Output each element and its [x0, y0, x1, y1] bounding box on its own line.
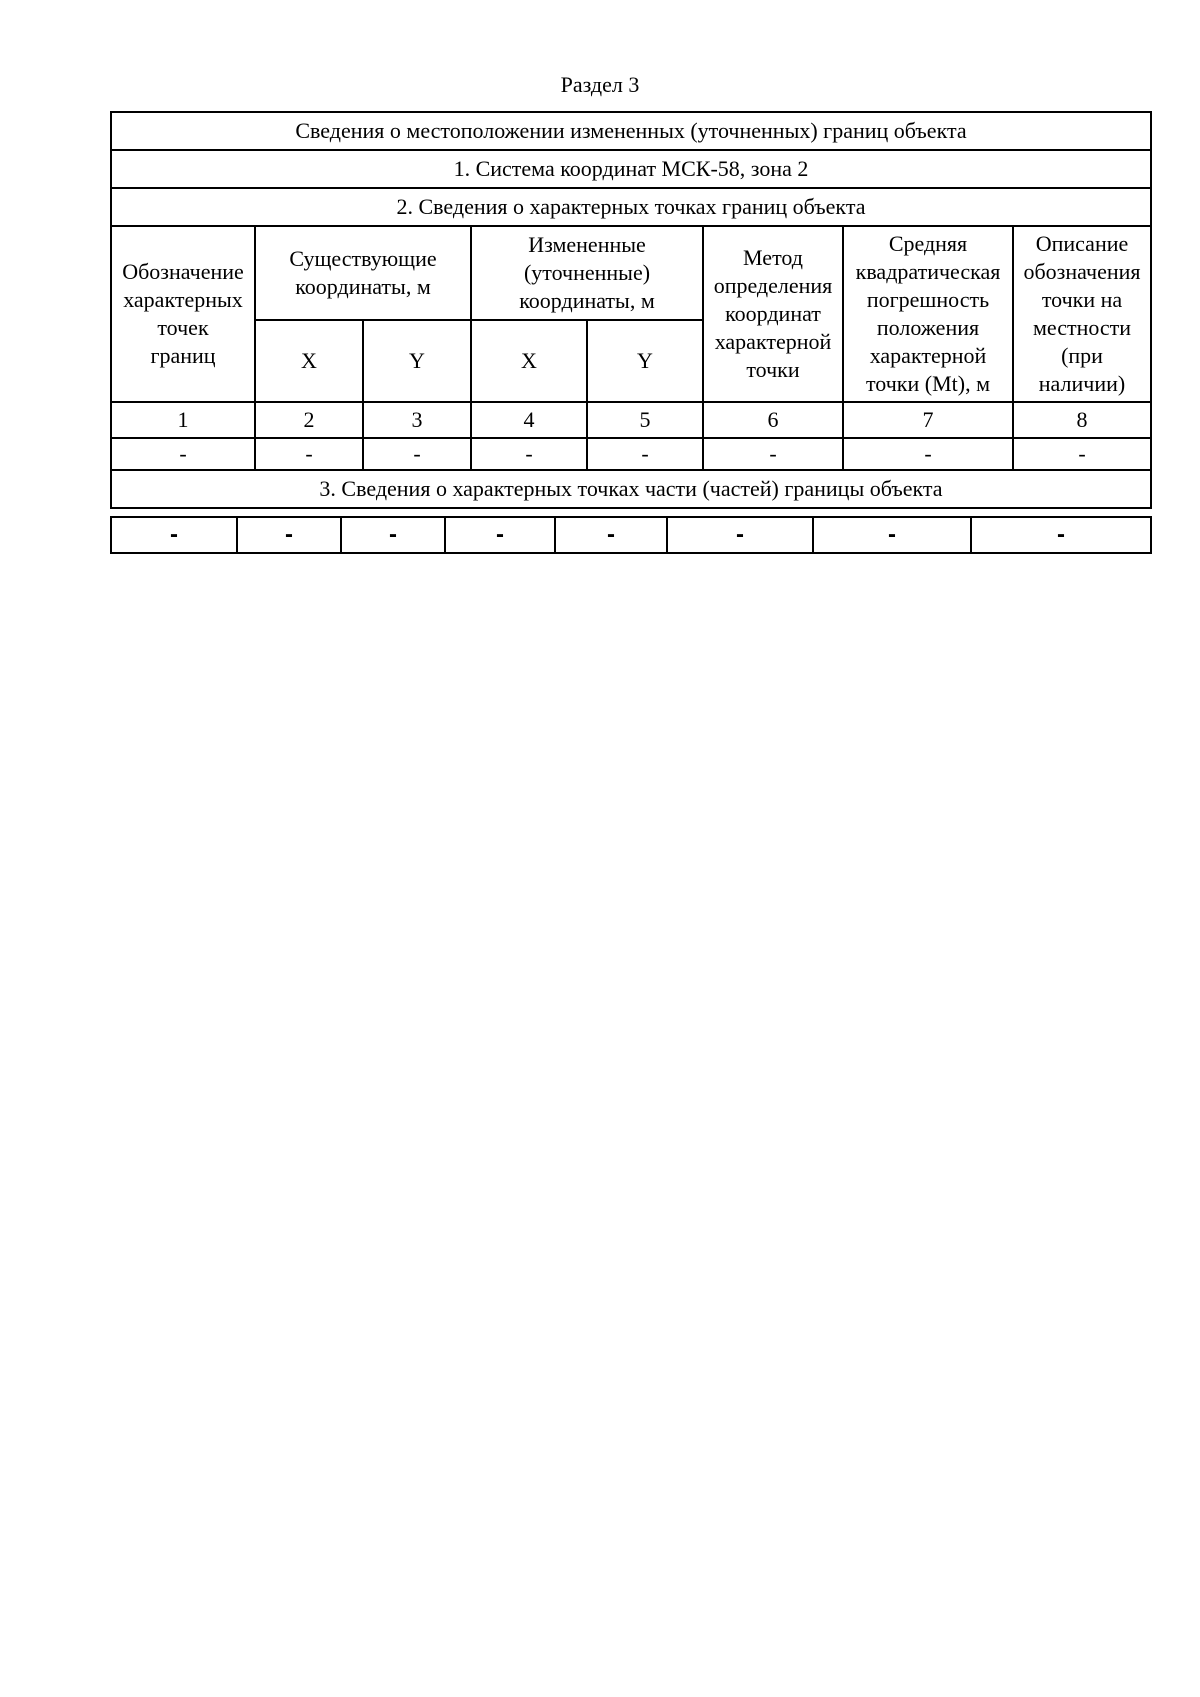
column-number: 4 — [471, 402, 587, 438]
table-row — [111, 438, 1151, 470]
table-cell: - — [341, 517, 445, 553]
table-row — [111, 517, 1151, 553]
table-cell: - — [1013, 438, 1151, 470]
table-cell: - — [587, 438, 703, 470]
table-cell: - — [703, 438, 843, 470]
header-row — [111, 226, 1151, 320]
table-cell: - — [555, 517, 667, 553]
header-existing-x: X — [255, 320, 363, 402]
table-cell: - — [237, 517, 341, 553]
header-designation: Обозначение характерных точек границ — [111, 226, 255, 402]
table-cell: - — [471, 438, 587, 470]
column-number: 1 — [111, 402, 255, 438]
header-method: Метод определения координат характерной точки — [703, 226, 843, 402]
part-boundary-table — [110, 516, 1152, 554]
column-number-row — [111, 402, 1151, 438]
header-existing-y: Y — [363, 320, 471, 402]
section-2-heading: 2. Сведения о характерных точках границ объекта — [111, 188, 1151, 226]
table-cell: - — [445, 517, 555, 553]
column-number: 6 — [703, 402, 843, 438]
table-title: Сведения о местоположении измененных (уточненных) границ объекта — [111, 112, 1151, 150]
column-number: 5 — [587, 402, 703, 438]
table-cell: - — [111, 517, 237, 553]
column-number: 3 — [363, 402, 471, 438]
column-number: 2 — [255, 402, 363, 438]
section-3-heading: 3. Сведения о характерных точках части (частей) границы объекта — [111, 470, 1151, 508]
column-number: 8 — [1013, 402, 1151, 438]
table-cell: - — [255, 438, 363, 470]
header-description: Описание обозначения точки на местности (при наличии) — [1013, 226, 1151, 402]
header-changed-x: X — [471, 320, 587, 402]
section-1-row — [111, 150, 1151, 188]
table-cell: - — [363, 438, 471, 470]
header-mean-error: Средняя квадратическая погрешность положения характерной точки (Mt), м — [843, 226, 1013, 402]
column-number: 7 — [843, 402, 1013, 438]
table-cell: - — [111, 438, 255, 470]
table-cell: - — [667, 517, 813, 553]
header-changed-y: Y — [587, 320, 703, 402]
header-existing-coordinates: Существующие координаты, м — [255, 226, 471, 320]
header-changed-coordinates: Измененные (уточненные) координаты, м — [471, 226, 703, 320]
table-cell: - — [843, 438, 1013, 470]
section-3-row — [111, 470, 1151, 508]
section-2-row — [111, 188, 1151, 226]
section-1-heading: 1. Система координат МСК-58, зона 2 — [111, 150, 1151, 188]
table-cell: - — [971, 517, 1151, 553]
table-title-row — [111, 112, 1151, 150]
table-cell: - — [813, 517, 971, 553]
coordinates-table — [110, 111, 1152, 509]
page-heading: Раздел 3 — [560, 72, 640, 97]
